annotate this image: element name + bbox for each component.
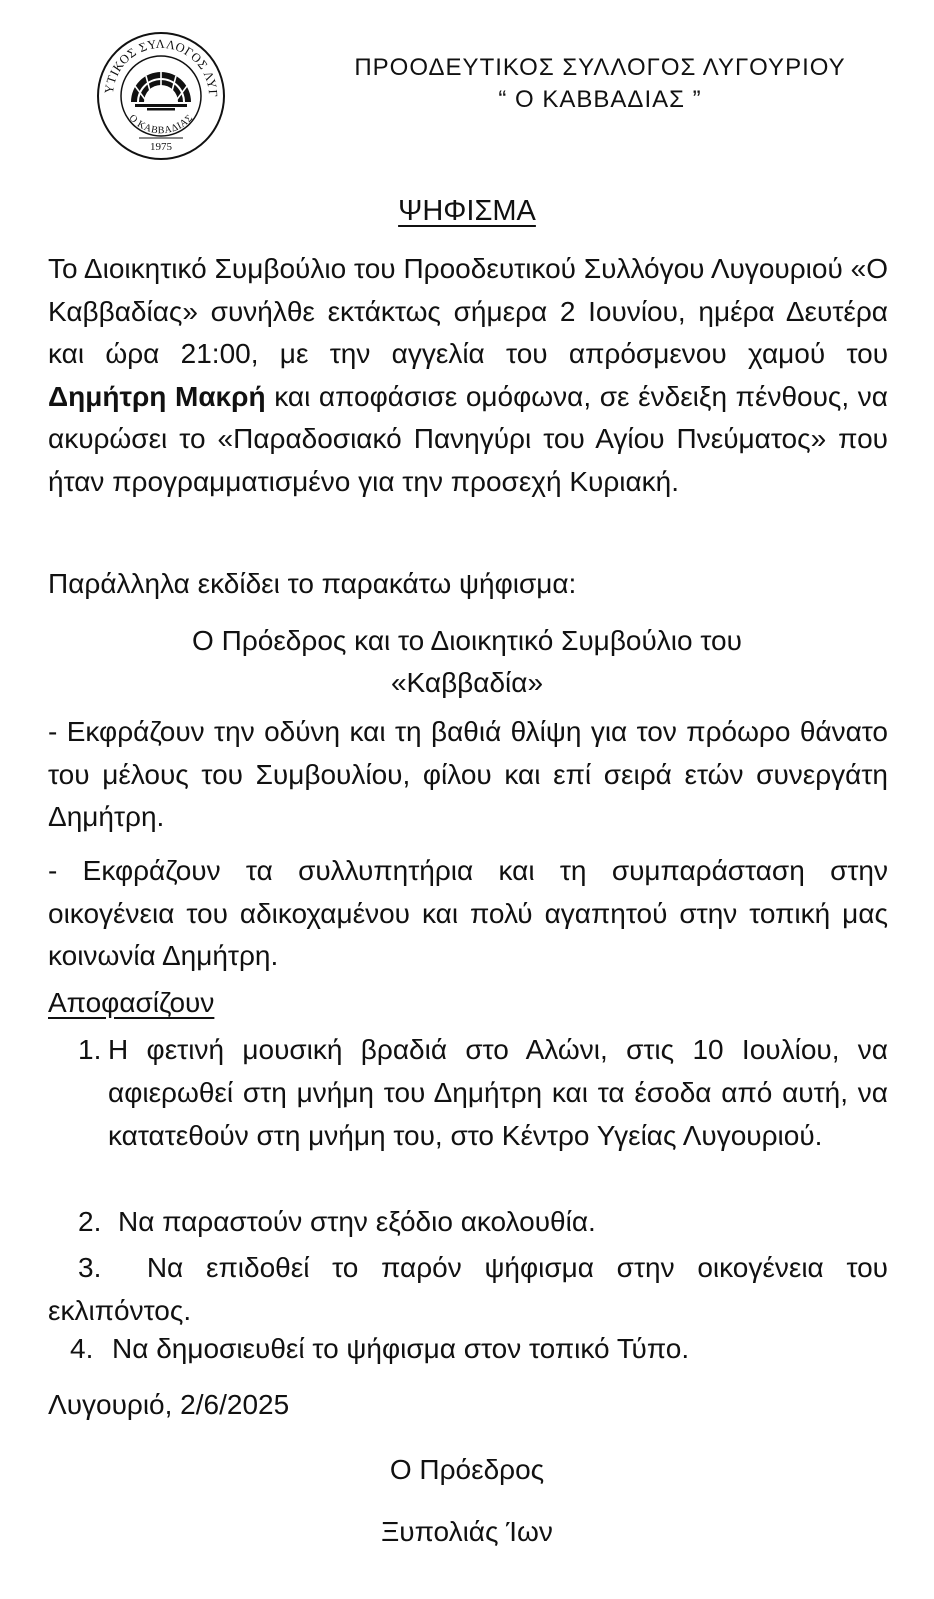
decision-text <box>48 1246 888 1332</box>
signature-name: Ξυπολιάς Ίων <box>381 1516 553 1547</box>
decision-text: Να παραστούν στην εξόδιο ακολουθία. <box>118 1206 596 1237</box>
expression-item: - Εκφράζουν τα συλλυπητήρια και τη συμπαράσταση στην οικογένεια του αδικοχαμένου και πολύ αγαπητού στην τοπική μας κοινωνία Δημήτρη. <box>48 855 888 971</box>
decision-number: 3. <box>78 1252 102 1283</box>
association-seal-logo <box>95 30 227 162</box>
decision-text: Η φετινή μουσική βραδιά στο Αλώνι, στις 10 Ιουλίου, να αφιερωθεί στη μνήμη του Δημήτρη και τα έσοδα από αυτή, να κατατεθούν στη μνήμη του, στο Κέντρο Υγείας Λυγουριού. <box>108 1034 888 1151</box>
resolution-intro: Παράλληλα εκδίδει το παρακάτω ψήφισμα: <box>48 568 577 599</box>
decision-item <box>48 1246 888 1332</box>
decision-number: 2. <box>78 1206 102 1237</box>
seal-ring-text-top: ΥΤΙΚΟΣ ΣΥΛΛΟΓΟΣ ΛΥΓ <box>101 36 221 98</box>
decision-text-body: Να επιδοθεί το παρόν ψήφισμα στην οικογένεια του εκλιπόντος. <box>48 1252 888 1326</box>
organization-subtitle: “ Ο ΚΑΒΒΑΔΙΑΣ ” <box>498 86 702 113</box>
decision-text: Να δημοσιευθεί το ψήφισμα στον τοπικό Τύπο. <box>112 1333 690 1364</box>
board-heading-line2: «Καββαδία» <box>390 667 544 698</box>
expression-item: - Εκφράζουν την οδύνη και τη βαθιά θλίψη για τον πρόωρο θάνατο του μέλους του Συμβουλίου, φίλου και επί σειρά ετών συνεργάτη Δημήτρη. <box>48 716 888 832</box>
decisions-heading: Αποφασίζουν <box>48 987 215 1018</box>
seal-year: 1975 <box>150 141 172 153</box>
intro-text-part2: και αποφάσισε ομόφωνα, σε ένδειξη πένθους, να ακυρώσει το «Παραδοσιακό Πανηγύρι του Αγίου Πνεύματος» που ήταν προγραμματισμένο για την προσεχή Κυριακή. <box>48 380 888 497</box>
intro-text-part1: Το Διοικητικό Συμβούλιο του Προοδευτικού Συλλόγου Λυγουριού «Ο Καββαδίας» συνήλθε εκτάκτως σήμερα 2 Ιουνίου, ημέρα Δευτέρα και ώρα 21:00, με την αγγελία του απρόσμενου χαμού του <box>48 253 888 369</box>
place-date: Λυγουριό, 2/6/2025 <box>48 1389 290 1420</box>
decision-number: 1. <box>78 1034 102 1065</box>
organization-name: ΠΡΟΟΔΕΥΤΙΚΟΣ ΣΥΛΛΟΓΟΣ ΛΥΓΟΥΡΙΟΥ <box>354 54 846 81</box>
document-title: ΨΗΦΙΣΜΑ <box>398 195 536 227</box>
decision-number: 4. <box>70 1333 94 1364</box>
intro-paragraph <box>48 248 888 503</box>
seal-ring-text-bottom: Ο ΚΑΒΒΑΔΙΑΣ <box>126 112 196 137</box>
deceased-name: Δημήτρη Μακρή <box>48 380 266 412</box>
board-heading-line1: Ο Πρόεδρος και το Διοικητικό Συμβούλιο του <box>192 625 742 656</box>
signature-role: Ο Πρόεδρος <box>389 1454 545 1485</box>
